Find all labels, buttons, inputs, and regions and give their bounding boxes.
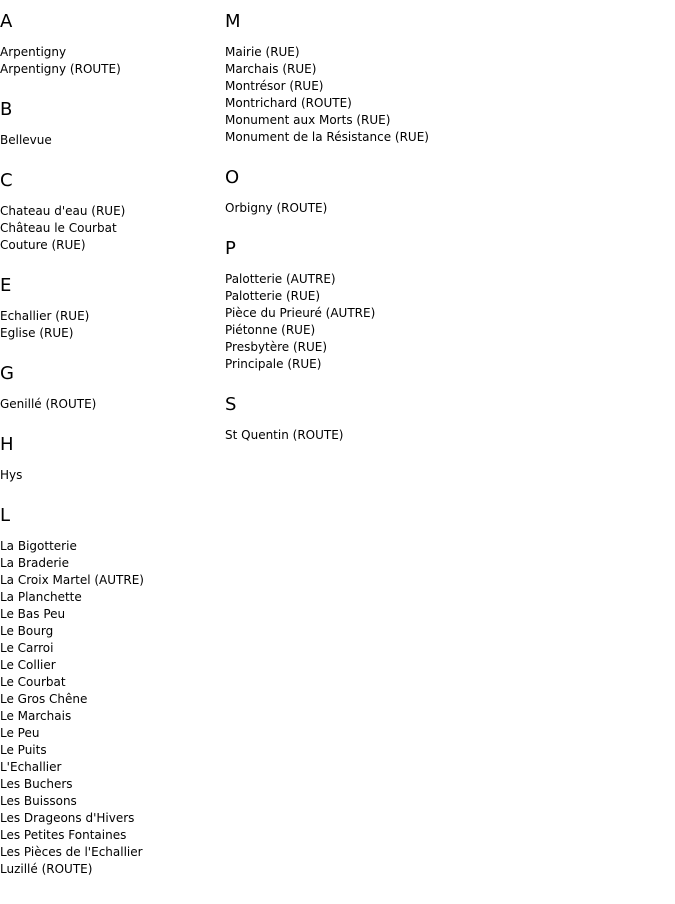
letter-section-b [0,100,220,149]
street-link[interactable]: Luzillé (ROUTE) [0,862,93,876]
street-list [225,271,665,373]
street-link[interactable]: Couture (RUE) [0,238,86,252]
street-link[interactable]: La Croix Martel (AUTRE) [0,573,144,587]
letter-section-c [0,171,220,254]
letter-heading: A [0,11,13,32]
street-link[interactable]: Pièce du Prieuré (AUTRE) [225,306,376,320]
letter-heading: P [225,238,236,259]
letter-heading: L [0,505,11,526]
street-list [0,467,220,484]
street-link[interactable]: Presbytère (RUE) [225,340,328,354]
letter-heading: H [0,434,14,455]
street-link[interactable]: L'Echallier [0,760,62,774]
street-list [0,44,220,78]
street-link[interactable]: Palotterie (AUTRE) [225,272,336,286]
street-link[interactable]: Hys [0,468,23,482]
street-link[interactable]: St Quentin (ROUTE) [225,428,344,442]
street-link[interactable]: Principale (RUE) [225,357,322,371]
letter-heading: M [225,11,241,32]
street-list [0,132,220,149]
street-link[interactable]: Piétonne (RUE) [225,323,316,337]
street-link[interactable]: Marchais (RUE) [225,62,317,76]
street-link[interactable]: La Braderie [0,556,70,570]
letter-section-o [225,168,665,217]
street-link[interactable]: Les Buissons [0,794,77,808]
street-link[interactable]: Le Bas Peu [0,607,66,621]
letter-section-m [225,12,665,146]
letter-heading: O [225,167,240,188]
street-link[interactable]: Genillé (ROUTE) [0,397,97,411]
street-link[interactable]: Palotterie (RUE) [225,289,321,303]
street-list [225,427,665,444]
street-link[interactable]: Les Buchers [0,777,73,791]
street-link[interactable]: Le Collier [0,658,56,672]
street-list [0,308,220,342]
street-link[interactable]: Echallier (RUE) [0,309,90,323]
street-link[interactable]: Le Carroi [0,641,54,655]
street-index-column-right [225,12,665,466]
letter-section-g [0,364,220,413]
street-link[interactable]: Monument aux Morts (RUE) [225,113,391,127]
street-list [225,200,665,217]
letter-heading: B [0,99,13,120]
letter-section-h [0,435,220,484]
street-link[interactable]: Orbigny (ROUTE) [225,201,328,215]
street-link[interactable]: Les Pièces de l'Echallier [0,845,143,859]
street-link[interactable]: Les Drageons d'Hivers [0,811,135,825]
street-list [0,203,220,254]
letter-heading: C [0,170,13,191]
letter-section-s [225,395,665,444]
street-link[interactable]: Montrésor (RUE) [225,79,324,93]
street-link[interactable]: Le Puits [0,743,47,757]
letter-heading: S [225,394,237,415]
street-link[interactable]: Le Courbat [0,675,66,689]
street-link[interactable]: Montrichard (ROUTE) [225,96,352,110]
street-link[interactable]: Arpentigny (ROUTE) [0,62,121,76]
letter-section-p [225,239,665,373]
street-link[interactable]: Les Petites Fontaines [0,828,127,842]
letter-section-l [0,506,220,878]
street-link[interactable]: Le Marchais [0,709,72,723]
street-link[interactable]: La Planchette [0,590,82,604]
street-link[interactable]: Château le Courbat [0,221,117,235]
street-link[interactable]: Le Peu [0,726,40,740]
letter-section-e [0,276,220,342]
street-list [225,44,665,146]
street-link[interactable]: Chateau d'eau (RUE) [0,204,126,218]
street-link[interactable]: Arpentigny [0,45,67,59]
letter-heading: G [0,363,14,384]
street-link[interactable]: Mairie (RUE) [225,45,300,59]
street-link[interactable]: Le Bourg [0,624,54,638]
letter-section-a [0,12,220,78]
letter-heading: E [0,275,12,296]
street-link[interactable]: Monument de la Résistance (RUE) [225,130,429,144]
street-list [0,396,220,413]
street-index-column-left [0,12,220,900]
street-link[interactable]: La Bigotterie [0,539,77,553]
street-link[interactable]: Le Gros Chêne [0,692,88,706]
street-link[interactable]: Bellevue [0,133,52,147]
street-link[interactable]: Eglise (RUE) [0,326,74,340]
street-list [0,538,220,878]
